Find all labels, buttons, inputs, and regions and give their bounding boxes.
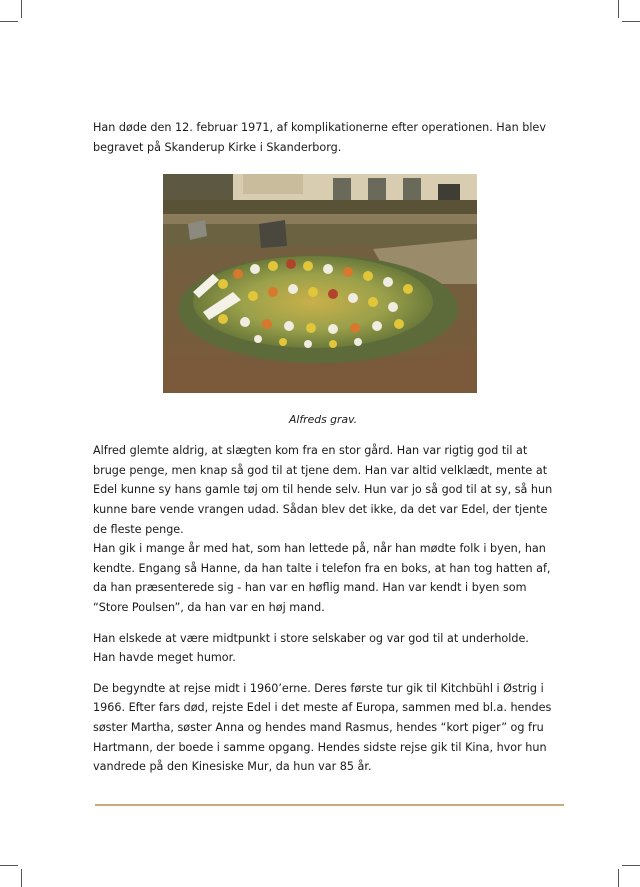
paragraph-alfred-character: Alfred glemte aldrig, at slægten kom fra en stor gård. Han var rigtig god til at bruge penge, men knap så god til at tjene dem. Han var altid velklædt, mente at Edel kunne sy hans gamle tøj om til hende selv. Hun var jo så god til at sy, så hun kunne bare vende vrangen udad. Sådan blev det ikke, da det var Edel, der tjente de fleste penge. bbox=[93, 444, 553, 536]
paragraph-hat: Han gik i mange år med hat, som han lettede på, når han mødte folk i byen, han kendte. Engang så Hanne, da han talte i telefon fra en boks, at han tog hatten af, da han præsenterede sig - han var en høflig mand. Han var kendt i byen som “Store Poulsen”, da han var en høj mand. bbox=[93, 542, 551, 614]
crop-mark-bottom-right-h bbox=[622, 865, 640, 866]
paragraph-travel: De begyndte at rejse midt i 1960’erne. Deres første tur gik til Kitchbühl i Østrig i 1966. Efter fars død, rejste Edel i det meste af Europa, sammen med bl.a. hendes søster Martha, søster Anna og hendes mand Rasmus, hendes “kort piger” og fru Hartmann, der boede i samme opgang. Hendes sidste rejse gik til Kina, hvor hun vandrede på den Kinesiske Mur, da hun var 85 år. bbox=[93, 681, 552, 774]
paragraph-humor: Han elskede at være midtpunkt i store selskaber og var god til at underholde. Han havde meget humor. bbox=[93, 631, 529, 665]
crop-mark-bottom-left-h bbox=[0, 865, 18, 866]
grave-photo-image bbox=[163, 174, 477, 393]
page-content bbox=[93, 118, 553, 777]
crop-mark-top-right-v bbox=[618, 0, 619, 18]
footer-rule bbox=[95, 804, 564, 806]
crop-mark-top-right-h bbox=[622, 21, 640, 22]
crop-mark-bottom-left-v bbox=[21, 869, 22, 887]
figure-caption: Alfreds grav. bbox=[288, 413, 358, 427]
crop-mark-top-left-v bbox=[21, 0, 22, 18]
crop-mark-top-left-h bbox=[0, 21, 18, 22]
paragraph-death: Han døde den 12. februar 1971, af komplikationerne efter operationen. Han blev begravet på Skanderup Kirke i Skanderborg. bbox=[93, 121, 546, 154]
crop-mark-bottom-right-v bbox=[618, 869, 619, 887]
body-text bbox=[93, 441, 553, 777]
grave-photo bbox=[163, 174, 477, 393]
